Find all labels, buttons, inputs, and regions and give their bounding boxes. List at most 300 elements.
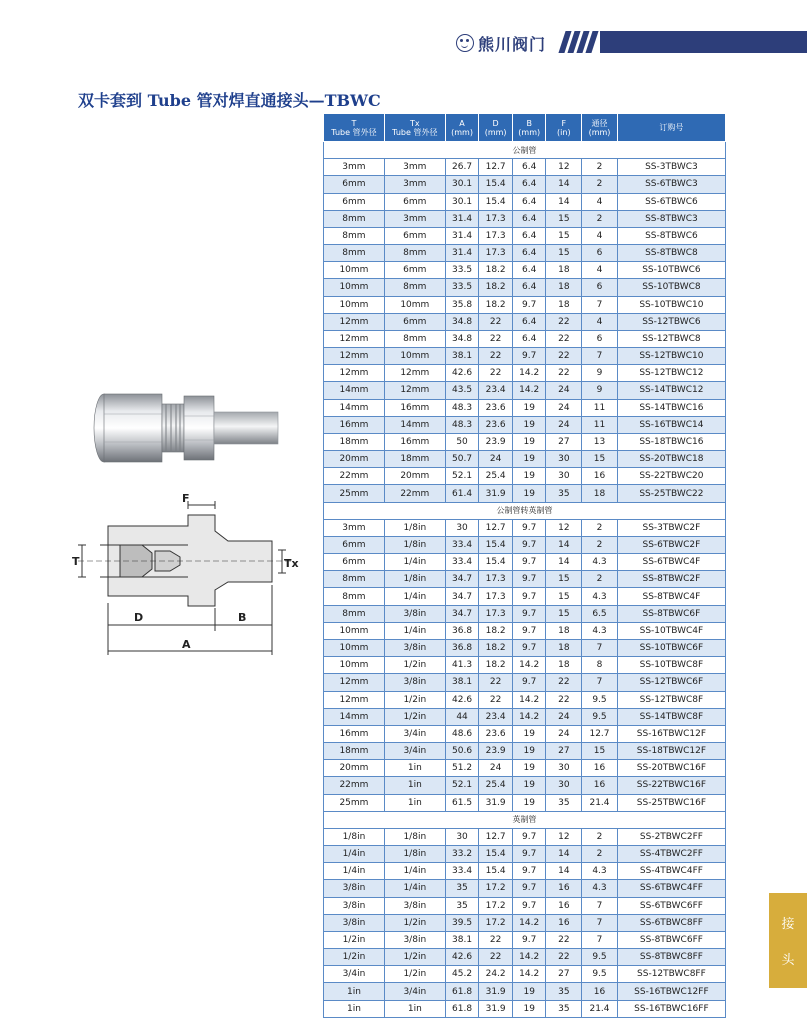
column-header [546, 114, 582, 142]
dimension-drawing [70, 493, 300, 668]
table-cell: 30 [445, 828, 479, 845]
column-header [479, 114, 513, 142]
table-row [324, 519, 726, 536]
table-cell: 10mm [384, 296, 445, 313]
table-cell: SS-12TBWC6F [617, 674, 725, 691]
table-row [324, 554, 726, 571]
table-cell: SS-16TBWC14 [617, 416, 725, 433]
table-cell: 6 [582, 279, 618, 296]
section-header-row [324, 502, 726, 519]
label-b: B [238, 611, 247, 624]
table-cell: 1/4in [384, 880, 445, 897]
table-cell: 9.7 [512, 828, 546, 845]
table-cell: SS-8TBWC6 [617, 227, 725, 244]
page-title: 双卡套到 Tube 管对焊直通接头—TBWC [78, 91, 381, 110]
table-cell: 16 [582, 760, 618, 777]
column-header [445, 114, 479, 142]
table-cell: 38.1 [445, 348, 479, 365]
table-cell: 6mm [384, 313, 445, 330]
table-cell: 6mm [384, 227, 445, 244]
side-tab-char: 头 [781, 952, 795, 968]
table-cell: SS-6TBWC8FF [617, 914, 725, 931]
column-header-label: 订购号 [659, 123, 684, 132]
table-cell: 1/2in [384, 914, 445, 931]
table-cell: 9.7 [512, 639, 546, 656]
table-cell: 6mm [324, 176, 385, 193]
table-cell: 3mm [384, 176, 445, 193]
column-header [617, 114, 725, 142]
table-row [324, 983, 726, 1000]
table-cell: 19 [512, 451, 546, 468]
table-cell: 14.2 [512, 691, 546, 708]
table-cell: 6mm [384, 262, 445, 279]
table-cell: 24 [546, 382, 582, 399]
table-row [324, 348, 726, 365]
table-cell: 6.4 [512, 279, 546, 296]
table-cell: 14.2 [512, 657, 546, 674]
table-cell: 61.4 [445, 485, 479, 502]
table-cell: 20mm [384, 468, 445, 485]
table-cell: 1/2in [324, 931, 385, 948]
label-tx: Tx [284, 557, 299, 570]
table-cell: 14 [546, 846, 582, 863]
table-cell: 48.3 [445, 399, 479, 416]
table-cell: 1/8in [324, 828, 385, 845]
table-cell: 20mm [324, 760, 385, 777]
table-cell: 1/2in [384, 708, 445, 725]
table-cell: 1in [384, 794, 445, 811]
table-row [324, 210, 726, 227]
table-cell: 3/4in [384, 725, 445, 742]
table-cell: 8 [582, 657, 618, 674]
table-cell: SS-8TBWC8FF [617, 949, 725, 966]
table-cell: 18 [546, 639, 582, 656]
table-cell: 4 [582, 227, 618, 244]
table-row [324, 245, 726, 262]
table-cell: SS-12TBWC10 [617, 348, 725, 365]
table-cell: 19 [512, 777, 546, 794]
bear-face-icon [456, 34, 474, 52]
table-cell: 6.5 [582, 605, 618, 622]
table-cell: 9.7 [512, 348, 546, 365]
table-cell: 35 [546, 983, 582, 1000]
column-header-unit: (mm) [451, 127, 473, 137]
table-row [324, 743, 726, 760]
table-cell: 14 [546, 554, 582, 571]
table-cell: 31.4 [445, 227, 479, 244]
column-header-label: B [526, 118, 532, 128]
table-cell: 18.2 [479, 622, 513, 639]
table-cell: 30 [546, 451, 582, 468]
table-cell: SS-18TBWC16 [617, 433, 725, 450]
table-cell: 3/8in [384, 639, 445, 656]
table-cell: 35 [445, 880, 479, 897]
table-cell: 13 [582, 433, 618, 450]
section-title: 公制管转英制管 [324, 502, 726, 519]
table-cell: 31.4 [445, 245, 479, 262]
table-cell: 35 [546, 1000, 582, 1017]
table-row [324, 382, 726, 399]
table-cell: 18 [546, 262, 582, 279]
table-cell: 6mm [324, 193, 385, 210]
table-cell: 22 [479, 313, 513, 330]
table-cell: 22mm [324, 777, 385, 794]
table-cell: 4 [582, 262, 618, 279]
table-cell: 9 [582, 365, 618, 382]
table-cell: 22 [479, 931, 513, 948]
table-cell: SS-12TBWC8FF [617, 966, 725, 983]
table-cell: 7 [582, 639, 618, 656]
table-cell: 22 [479, 365, 513, 382]
table-cell: 3/4in [324, 966, 385, 983]
table-cell: 36.8 [445, 639, 479, 656]
table-cell: 25mm [324, 794, 385, 811]
table-cell: 22 [546, 330, 582, 347]
table-cell: 6.4 [512, 330, 546, 347]
table-cell: 17.2 [479, 897, 513, 914]
table-cell: SS-8TBWC6FF [617, 931, 725, 948]
table-cell: 9.7 [512, 880, 546, 897]
table-cell: 3/8in [384, 931, 445, 948]
table-cell: 14 [546, 193, 582, 210]
table-cell: 15 [546, 605, 582, 622]
table-cell: 50 [445, 433, 479, 450]
table-cell: 18.2 [479, 296, 513, 313]
table-cell: 3/8in [324, 897, 385, 914]
table-cell: 30 [445, 519, 479, 536]
table-cell: 34.8 [445, 313, 479, 330]
table-row [324, 966, 726, 983]
table-row [324, 433, 726, 450]
table-cell: 15.4 [479, 554, 513, 571]
table-cell: 9.7 [512, 296, 546, 313]
table-row [324, 193, 726, 210]
table-cell: 61.5 [445, 794, 479, 811]
table-cell: 10mm [324, 262, 385, 279]
table-cell: 3/8in [324, 914, 385, 931]
table-cell: 15.4 [479, 176, 513, 193]
table-cell: 14.2 [512, 966, 546, 983]
table-row [324, 1000, 726, 1017]
table-cell: 15 [546, 245, 582, 262]
column-header-unit: (mm) [484, 127, 507, 137]
table-cell: 2 [582, 571, 618, 588]
table-cell: 27 [546, 743, 582, 760]
table-cell: 10mm [384, 348, 445, 365]
table-cell: 17.3 [479, 210, 513, 227]
table-cell: 45.2 [445, 966, 479, 983]
table-cell: SS-22TBWC20 [617, 468, 725, 485]
header-bar [600, 31, 807, 53]
table-cell: SS-12TBWC12 [617, 365, 725, 382]
table-cell: 33.4 [445, 554, 479, 571]
table-cell: 22 [546, 691, 582, 708]
table-cell: SS-22TBWC16F [617, 777, 725, 794]
table-cell: 9.5 [582, 708, 618, 725]
table-cell: 12mm [384, 382, 445, 399]
table-cell: 1in [324, 983, 385, 1000]
table-cell: 14.2 [512, 914, 546, 931]
table-cell: 3mm [384, 159, 445, 176]
column-header-label: A [459, 118, 465, 128]
table-cell: 3/4in [384, 743, 445, 760]
table-cell: 33.2 [445, 846, 479, 863]
table-cell: 18.2 [479, 279, 513, 296]
table-cell: 14mm [324, 382, 385, 399]
section-title: 公制管 [324, 142, 726, 159]
table-cell: 33.4 [445, 536, 479, 553]
table-row [324, 949, 726, 966]
table-row [324, 863, 726, 880]
table-cell: 12 [546, 519, 582, 536]
table-cell: 17.3 [479, 571, 513, 588]
table-cell: 12 [546, 828, 582, 845]
column-header-unit: Tube 管外径 [392, 127, 438, 137]
table-cell: 1/4in [384, 622, 445, 639]
table-cell: 36.8 [445, 622, 479, 639]
table-cell: 9.7 [512, 605, 546, 622]
table-cell: SS-25TBWC16F [617, 794, 725, 811]
table-cell: 1/2in [324, 949, 385, 966]
table-cell: 24 [546, 708, 582, 725]
table-cell: 33.4 [445, 863, 479, 880]
column-header-label: F [561, 118, 567, 128]
column-header [512, 114, 546, 142]
table-cell: 8mm [324, 571, 385, 588]
column-header-label: T [351, 118, 357, 128]
table-cell: 15.4 [479, 193, 513, 210]
table-row [324, 588, 726, 605]
table-cell: 3/4in [384, 983, 445, 1000]
table-cell: 10mm [324, 279, 385, 296]
table-cell: SS-14TBWC8F [617, 708, 725, 725]
table-cell: SS-16TBWC16FF [617, 1000, 725, 1017]
table-cell: 6.4 [512, 245, 546, 262]
table-cell: 12.7 [479, 159, 513, 176]
table-cell: 1in [384, 777, 445, 794]
brand-stripes [562, 31, 598, 53]
table-cell: 14 [546, 536, 582, 553]
table-cell: 23.9 [479, 433, 513, 450]
table-cell: 18 [546, 279, 582, 296]
table-cell: 9.7 [512, 588, 546, 605]
table-row [324, 451, 726, 468]
table-cell: 23.6 [479, 725, 513, 742]
table-cell: 15 [582, 451, 618, 468]
table-cell: 1in [384, 760, 445, 777]
table-cell: 7 [582, 897, 618, 914]
table-row [324, 605, 726, 622]
table-cell: 17.3 [479, 227, 513, 244]
table-cell: 9 [582, 382, 618, 399]
brand-name: 熊川阀门 [478, 34, 547, 54]
table-cell: 1/2in [384, 657, 445, 674]
table-cell: 23.6 [479, 416, 513, 433]
table-cell: 8mm [384, 245, 445, 262]
table-cell: 12mm [324, 674, 385, 691]
table-row [324, 330, 726, 347]
table-cell: 22 [546, 348, 582, 365]
table-cell: 50.6 [445, 743, 479, 760]
table-cell: 25.4 [479, 468, 513, 485]
table-cell: 34.7 [445, 605, 479, 622]
table-cell: 22 [546, 365, 582, 382]
table-cell: 1/4in [384, 863, 445, 880]
table-cell: SS-25TBWC22 [617, 485, 725, 502]
table-cell: 23.6 [479, 399, 513, 416]
table-cell: 22 [546, 931, 582, 948]
table-row [324, 914, 726, 931]
table-cell: SS-8TBWC4F [617, 588, 725, 605]
table-cell: 38.1 [445, 931, 479, 948]
table-cell: 1/2in [384, 691, 445, 708]
table-cell: 16 [582, 777, 618, 794]
table-cell: 3mm [324, 519, 385, 536]
table-cell: 7 [582, 296, 618, 313]
table-cell: 8mm [324, 588, 385, 605]
table-cell: 19 [512, 416, 546, 433]
table-cell: 21.4 [582, 794, 618, 811]
table-cell: 9.5 [582, 691, 618, 708]
table-cell: 14mm [384, 416, 445, 433]
table-cell: 22 [479, 674, 513, 691]
table-cell: SS-6TBWC4F [617, 554, 725, 571]
table-cell: 11 [582, 416, 618, 433]
table-cell: 50.7 [445, 451, 479, 468]
table-cell: 18mm [324, 743, 385, 760]
table-cell: 15 [582, 743, 618, 760]
table-cell: 12mm [324, 348, 385, 365]
table-cell: 6 [582, 245, 618, 262]
table-cell: 10mm [324, 639, 385, 656]
table-cell: 17.3 [479, 245, 513, 262]
table-cell: 12mm [324, 691, 385, 708]
table-row [324, 674, 726, 691]
table-cell: 41.3 [445, 657, 479, 674]
table-cell: SS-2TBWC2FF [617, 828, 725, 845]
table-cell: 30.1 [445, 193, 479, 210]
table-cell: 12 [546, 159, 582, 176]
brand [456, 33, 546, 53]
table-cell: 35.8 [445, 296, 479, 313]
table-cell: SS-14TBWC12 [617, 382, 725, 399]
table-cell: 14mm [324, 708, 385, 725]
table-cell: 33.5 [445, 262, 479, 279]
table-cell: SS-20TBWC16F [617, 760, 725, 777]
table-cell: 9.7 [512, 554, 546, 571]
table-cell: 12mm [324, 313, 385, 330]
table-cell: 25mm [324, 485, 385, 502]
table-cell: 16 [546, 914, 582, 931]
table-cell: 8mm [324, 605, 385, 622]
table-row [324, 468, 726, 485]
table-cell: 34.7 [445, 571, 479, 588]
table-cell: 15 [546, 210, 582, 227]
table-row [324, 691, 726, 708]
table-cell: 14.2 [512, 365, 546, 382]
table-cell: 1/8in [384, 846, 445, 863]
table-cell: 4.3 [582, 588, 618, 605]
table-cell: 16mm [384, 399, 445, 416]
table-cell: 23.4 [479, 382, 513, 399]
table-cell: 42.6 [445, 949, 479, 966]
table-cell: 1in [384, 1000, 445, 1017]
table-row [324, 880, 726, 897]
table-cell: 9.7 [512, 571, 546, 588]
table-cell: 3mm [324, 159, 385, 176]
table-cell: 27 [546, 433, 582, 450]
table-cell: 19 [512, 760, 546, 777]
table-cell: 4.3 [582, 554, 618, 571]
table-cell: 43.5 [445, 382, 479, 399]
table-cell: 14mm [324, 399, 385, 416]
table-row [324, 622, 726, 639]
label-d: D [134, 611, 144, 624]
table-cell: 1/8in [384, 536, 445, 553]
table-cell: 61.8 [445, 983, 479, 1000]
table-cell: 4 [582, 193, 618, 210]
table-cell: 9.7 [512, 519, 546, 536]
table-cell: 31.4 [445, 210, 479, 227]
table-cell: 48.3 [445, 416, 479, 433]
table-row [324, 399, 726, 416]
table-cell: 24 [546, 399, 582, 416]
table-cell: SS-20TBWC18 [617, 451, 725, 468]
table-cell: SS-3TBWC3 [617, 159, 725, 176]
table-cell: 6.4 [512, 262, 546, 279]
table-row [324, 897, 726, 914]
table-cell: 34.7 [445, 588, 479, 605]
column-header-label: D [492, 118, 499, 128]
table-cell: 12.7 [582, 725, 618, 742]
table-cell: SS-8TBWC8 [617, 245, 725, 262]
table-row [324, 828, 726, 845]
table-row [324, 279, 726, 296]
table-cell: 16mm [324, 725, 385, 742]
table-cell: 4 [582, 313, 618, 330]
table-cell: 6.4 [512, 176, 546, 193]
table-cell: SS-6TBWC2F [617, 536, 725, 553]
table-cell: 17.2 [479, 880, 513, 897]
table-cell: 3/8in [384, 605, 445, 622]
table-cell: SS-12TBWC8 [617, 330, 725, 347]
table-cell: 24.2 [479, 966, 513, 983]
table-cell: 31.9 [479, 983, 513, 1000]
table-row [324, 176, 726, 193]
table-cell: 6 [582, 330, 618, 347]
table-row [324, 296, 726, 313]
table-cell: 15.4 [479, 536, 513, 553]
table-cell: 34.8 [445, 330, 479, 347]
column-header-label: 通径 [591, 118, 608, 128]
table-cell: SS-8TBWC3 [617, 210, 725, 227]
table-cell: 10mm [324, 296, 385, 313]
table-cell: 7 [582, 348, 618, 365]
table-cell: 18 [546, 622, 582, 639]
table-cell: 15 [546, 588, 582, 605]
table-cell: SS-10TBWC6 [617, 262, 725, 279]
table-cell: SS-3TBWC2F [617, 519, 725, 536]
table-cell: 11 [582, 399, 618, 416]
column-header-unit: (mm) [588, 127, 611, 137]
table-cell: 18 [546, 657, 582, 674]
table-cell: 8mm [384, 279, 445, 296]
table-cell: 9.7 [512, 622, 546, 639]
table-cell: 10mm [324, 622, 385, 639]
table-cell: 16 [582, 468, 618, 485]
table-cell: 15 [546, 227, 582, 244]
table-row [324, 536, 726, 553]
